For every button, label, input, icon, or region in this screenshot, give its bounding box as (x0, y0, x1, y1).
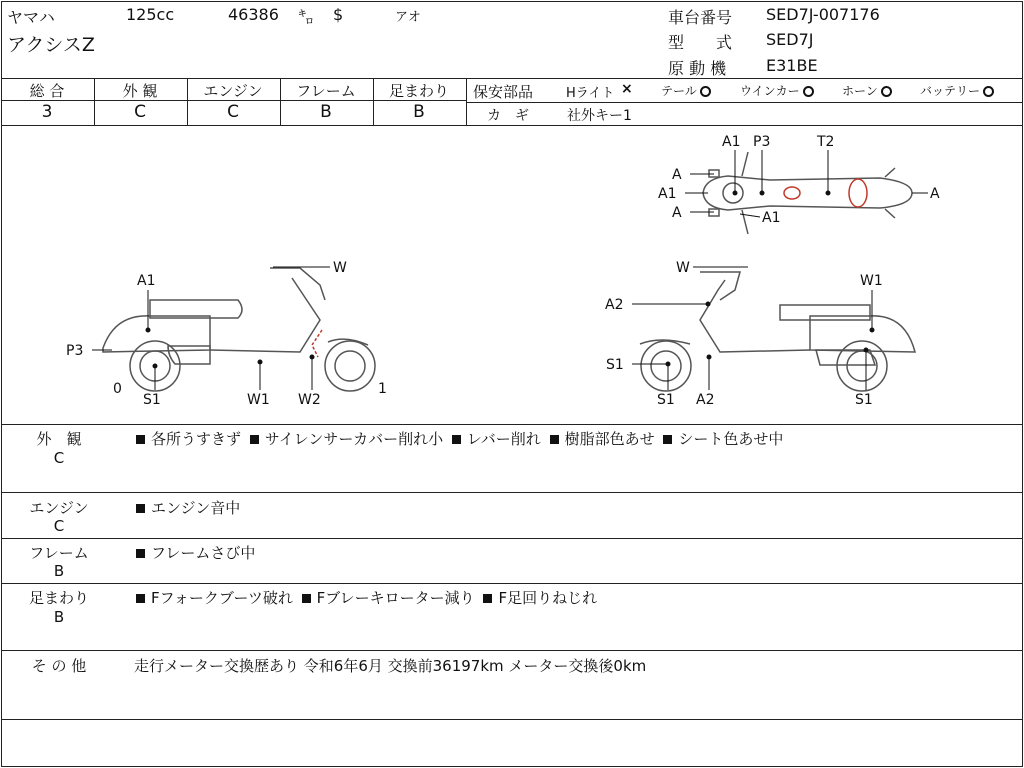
damage-mark (312, 330, 322, 357)
label-zero: 0 (113, 381, 122, 397)
battery-label: バッテリー (920, 84, 981, 98)
grade-top-rule (1, 78, 1023, 79)
label-s1: S1 (606, 357, 624, 373)
notes-grade: C (53, 517, 65, 535)
bullet-icon (136, 504, 145, 513)
grade-value-exterior: C (134, 102, 146, 122)
headlight-label: Hライト (566, 86, 615, 101)
grade-value-engine: C (227, 102, 239, 122)
notes-label: 外 観 (36, 430, 82, 448)
label-w1: W1 (247, 392, 270, 408)
notes-rule-1 (1, 492, 1023, 493)
notes-items (132, 428, 783, 449)
tail-status (661, 82, 711, 99)
label-w: W (333, 260, 347, 276)
notes-items (132, 587, 597, 608)
ok-circle-icon (803, 86, 814, 97)
grade-label-frame: フレーム (296, 82, 356, 100)
ok-circle-icon (700, 86, 711, 97)
label-a: A (672, 167, 682, 183)
damage-mark (784, 187, 800, 199)
bullet-icon (302, 594, 311, 603)
safety-label: 保安部品 (473, 83, 534, 101)
grade-value-suspension: B (413, 102, 425, 122)
notes-rule-5 (1, 719, 1023, 720)
notes-rule-2 (1, 538, 1023, 539)
notes-grade: C (53, 449, 65, 467)
notes-top-rule (1, 424, 1023, 425)
label-a2: A2 (605, 297, 624, 313)
mileage-unit: ㌔ (298, 8, 315, 27)
horn-status (842, 82, 892, 99)
frame-no-label: 車台番号 (668, 8, 733, 27)
bullet-icon (250, 435, 259, 444)
bullet-icon (452, 435, 461, 444)
grade-value-overall: 3 (41, 102, 53, 122)
bullet-icon (663, 435, 672, 444)
label-a: A (930, 186, 940, 202)
notes-label: 足まわり (28, 589, 89, 607)
headlight-status: × (621, 81, 633, 97)
label-s1: S1 (855, 392, 873, 408)
label-a1: A1 (137, 273, 156, 289)
label-t2: T2 (817, 134, 835, 150)
note-item: サイレンサーカバー削れ小 (264, 430, 444, 448)
frame-no: SED7J-007176 (766, 5, 880, 24)
bullet-icon (550, 435, 559, 444)
notes-rule-3 (1, 583, 1023, 584)
model-name: アクシスZ (7, 34, 95, 56)
other-label: そ の 他 (31, 657, 87, 675)
bullet-icon (136, 549, 145, 558)
displacement: 125cc (126, 5, 175, 24)
label-p3: P3 (753, 134, 771, 150)
label-a1: A1 (722, 134, 741, 150)
type-value: SED7J (766, 30, 814, 49)
label-a: A (672, 205, 682, 221)
label-w1: W1 (860, 273, 883, 289)
note-item: 各所うすきず (151, 430, 242, 448)
mileage: 46386 (228, 5, 279, 24)
notes-label: フレーム (29, 544, 89, 562)
grade-label-exterior: 外 観 (122, 82, 158, 100)
color: アオ (395, 10, 421, 25)
notes-items (132, 497, 240, 518)
engine-label: 原 動 機 (668, 59, 727, 78)
label-a2: A2 (696, 392, 715, 408)
label-p3: P3 (66, 343, 84, 359)
type-label: 型 式 (668, 33, 733, 52)
grade-value-frame: B (320, 102, 332, 122)
winker-status (740, 82, 814, 99)
key-label: カ ギ (487, 108, 529, 124)
horn-label: ホーン (842, 84, 878, 98)
label-w: W (676, 260, 690, 276)
battery-status (920, 82, 994, 99)
winker-label: ウインカー (740, 84, 800, 98)
damage-mark (849, 179, 867, 207)
note-item: シート色あせ中 (678, 430, 784, 448)
notes-items (132, 542, 255, 563)
grade-label-overall: 総 合 (29, 82, 65, 100)
label-one: 1 (378, 381, 387, 397)
note-item: Fフォークブーツ破れ (151, 589, 293, 607)
grade-divider-5 (466, 78, 467, 125)
notes-grade: B (53, 562, 65, 580)
engine-value: E31BE (766, 56, 818, 75)
bullet-icon (136, 594, 145, 603)
label-s1: S1 (657, 392, 675, 408)
key-value: 社外キー1 (567, 108, 632, 124)
maker: ヤマハ (7, 8, 55, 27)
note-item: レバー削れ (466, 430, 541, 448)
grade-label-engine: エンジン (203, 82, 263, 100)
notes-rule-4 (1, 650, 1023, 651)
notes-label: エンジン (29, 499, 89, 517)
bullet-icon (483, 594, 492, 603)
ok-circle-icon (983, 86, 994, 97)
label-s1: S1 (143, 392, 161, 408)
mileage-mark: $ (333, 5, 344, 24)
note-item: 樹脂部色あせ (564, 430, 655, 448)
grade-label-suspension: 足まわり (388, 82, 449, 100)
label-a1: A1 (658, 186, 677, 202)
note-item: Fブレーキローター減り (316, 589, 475, 607)
label-a1: A1 (762, 210, 781, 226)
tail-label: テール (661, 84, 697, 98)
ok-circle-icon (881, 86, 892, 97)
note-item: エンジン音中 (151, 499, 241, 517)
note-item: フレームさび中 (151, 544, 256, 562)
note-item: F足回りねじれ (498, 589, 598, 607)
other-text: 走行メーター交換歴あり 令和6年6月 交換前36197km メーター交換後0km (134, 657, 647, 675)
label-w2: W2 (298, 392, 321, 408)
safety-mid-rule (466, 102, 1023, 103)
bullet-icon (136, 435, 145, 444)
damage-diagram (0, 126, 1024, 424)
notes-grade: B (53, 608, 65, 626)
